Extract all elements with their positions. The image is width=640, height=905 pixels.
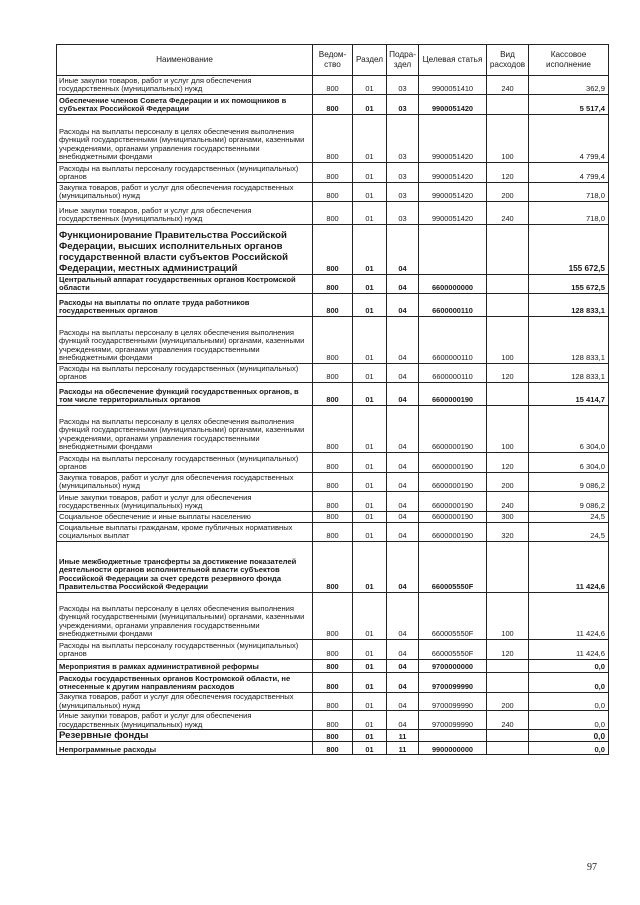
cell-amount: 4 799,4 [529,115,609,163]
cell-dept: 800 [313,202,353,225]
cell-subsection: 04 [387,473,419,492]
cell-section: 01 [353,660,387,673]
table-row [57,183,609,202]
cell-amount: 24,5 [529,512,609,523]
cell-target: 9700000000 [419,660,487,673]
budget-table-sheet [56,44,608,755]
table-row [57,711,609,730]
cell-kind: 240 [487,711,529,730]
cell-target: 6600000000 [419,275,487,294]
table-row [57,294,609,317]
cell-name: Расходы на выплаты по оплате труда работников государственных органов [57,294,313,317]
cell-section: 01 [353,492,387,512]
cell-name: Расходы на выплаты персоналу в целях обеспечения выполнения функций государственными (муниципальными) органами, казенными учреждениями, органами управления государственными внебюджетными фондами [57,115,313,163]
cell-kind [487,730,529,742]
cell-kind: 300 [487,512,529,523]
cell-section: 01 [353,383,387,406]
cell-dept: 800 [313,640,353,660]
cell-section: 01 [353,473,387,492]
cell-subsection: 03 [387,163,419,183]
cell-subsection: 03 [387,95,419,115]
cell-target: 6600000190 [419,473,487,492]
cell-subsection: 04 [387,711,419,730]
cell-dept: 800 [313,473,353,492]
cell-target: 9900051420 [419,163,487,183]
cell-kind: 100 [487,406,529,453]
cell-dept: 800 [313,673,353,693]
cell-kind: 100 [487,115,529,163]
cell-section: 01 [353,742,387,755]
cell-name: Расходы на выплаты персоналу государственных (муниципальных) органов [57,364,313,383]
cell-dept: 800 [313,275,353,294]
cell-section: 01 [353,730,387,742]
cell-amount: 128 833,1 [529,294,609,317]
cell-kind [487,673,529,693]
cell-kind [487,95,529,115]
cell-subsection: 04 [387,523,419,542]
table-row [57,512,609,523]
cell-subsection: 11 [387,742,419,755]
cell-name: Расходы на обеспечение функций государственных органов, в том числе территориальных органов [57,383,313,406]
cell-subsection: 04 [387,383,419,406]
cell-kind: 200 [487,183,529,202]
cell-name: Расходы на выплаты персоналу государственных (муниципальных) органов [57,453,313,473]
cell-amount: 6 304,0 [529,453,609,473]
cell-subsection: 04 [387,693,419,711]
cell-dept: 800 [313,95,353,115]
cell-subsection: 11 [387,730,419,742]
table-header-row [57,45,609,76]
cell-name: Обеспечение членов Совета Федерации и их помощников в субъектах Российской Федерации [57,95,313,115]
cell-amount: 362,9 [529,76,609,95]
table-row [57,660,609,673]
cell-section: 01 [353,364,387,383]
cell-kind [487,542,529,593]
cell-dept: 800 [313,183,353,202]
cell-dept: 800 [313,492,353,512]
cell-subsection: 04 [387,542,419,593]
table-row [57,202,609,225]
cell-amount: 9 086,2 [529,473,609,492]
cell-target: 660005550F [419,542,487,593]
cell-amount: 0,0 [529,742,609,755]
cell-name: Закупка товаров, работ и услуг для обеспечения государственных (муниципальных) нужд [57,183,313,202]
table-row [57,523,609,542]
cell-dept: 800 [313,742,353,755]
cell-name: Расходы на выплаты персоналу государственных (муниципальных) органов [57,163,313,183]
cell-section: 01 [353,317,387,364]
cell-section: 01 [353,225,387,275]
cell-target [419,730,487,742]
header-section: Раздел [353,45,387,76]
cell-name: Закупка товаров, работ и услуг для обеспечения государственных (муниципальных) нужд [57,693,313,711]
cell-section: 01 [353,673,387,693]
cell-section: 01 [353,275,387,294]
cell-kind [487,294,529,317]
cell-kind [487,275,529,294]
cell-target: 6600000190 [419,453,487,473]
cell-section: 01 [353,693,387,711]
cell-dept: 800 [313,364,353,383]
cell-subsection: 04 [387,225,419,275]
cell-amount: 718,0 [529,183,609,202]
cell-subsection: 04 [387,660,419,673]
cell-name: Социальное обеспечение и иные выплаты населению [57,512,313,523]
cell-dept: 800 [313,115,353,163]
cell-dept: 800 [313,294,353,317]
cell-dept: 800 [313,512,353,523]
cell-section: 01 [353,640,387,660]
cell-amount: 0,0 [529,711,609,730]
cell-target: 6600000190 [419,492,487,512]
cell-subsection: 04 [387,453,419,473]
cell-kind: 120 [487,364,529,383]
cell-name: Резервные фонды [57,730,313,742]
cell-section: 01 [353,183,387,202]
cell-amount: 0,0 [529,660,609,673]
cell-kind [487,383,529,406]
cell-dept: 800 [313,542,353,593]
header-name: Наименование [57,45,313,76]
cell-subsection: 04 [387,640,419,660]
cell-amount: 128 833,1 [529,364,609,383]
cell-name: Иные закупки товаров, работ и услуг для обеспечения государственных (муниципальных) нужд [57,711,313,730]
cell-name: Мероприятия в рамках административной реформы [57,660,313,673]
cell-name: Непрограммные расходы [57,742,313,755]
cell-subsection: 03 [387,183,419,202]
cell-amount: 0,0 [529,673,609,693]
cell-target: 6600000110 [419,364,487,383]
cell-target: 9700099990 [419,711,487,730]
cell-kind: 200 [487,693,529,711]
cell-target: 6600000110 [419,317,487,364]
table-row [57,406,609,453]
cell-amount: 11 424,6 [529,593,609,640]
cell-amount: 4 799,4 [529,163,609,183]
cell-amount: 155 672,5 [529,275,609,294]
cell-kind: 240 [487,492,529,512]
cell-amount: 24,5 [529,523,609,542]
cell-name: Расходы на выплаты персоналу в целях обеспечения выполнения функций государственными (муниципальными) органами, казенными учреждениями, органами управления государственными внебюджетными фондами [57,406,313,453]
cell-kind: 120 [487,640,529,660]
cell-dept: 800 [313,453,353,473]
cell-amount: 11 424,6 [529,640,609,660]
cell-amount: 0,0 [529,730,609,742]
header-dept: Ведом-ство [313,45,353,76]
cell-subsection: 03 [387,202,419,225]
cell-dept: 800 [313,225,353,275]
cell-kind: 100 [487,593,529,640]
cell-target: 660005550F [419,593,487,640]
cell-target: 9900051420 [419,202,487,225]
cell-kind: 240 [487,202,529,225]
cell-kind: 120 [487,453,529,473]
cell-subsection: 04 [387,275,419,294]
table-row [57,225,609,275]
cell-dept: 800 [313,593,353,640]
cell-dept: 800 [313,523,353,542]
cell-section: 01 [353,115,387,163]
cell-amount: 0,0 [529,693,609,711]
cell-section: 01 [353,76,387,95]
cell-name: Закупка товаров, работ и услуг для обеспечения государственных (муниципальных) нужд [57,473,313,492]
cell-target: 9900051420 [419,183,487,202]
table-row [57,473,609,492]
table-row [57,76,609,95]
cell-amount: 6 304,0 [529,406,609,453]
table-row [57,673,609,693]
cell-target: 9700099990 [419,693,487,711]
cell-target: 9900051420 [419,115,487,163]
table-row [57,640,609,660]
cell-dept: 800 [313,383,353,406]
cell-target: 9900000000 [419,742,487,755]
cell-amount: 15 414,7 [529,383,609,406]
cell-section: 01 [353,95,387,115]
table-row [57,492,609,512]
cell-subsection: 04 [387,294,419,317]
cell-name: Иные закупки товаров, работ и услуг для обеспечения государственных (муниципальных) нужд [57,492,313,512]
cell-subsection: 04 [387,492,419,512]
table-row [57,95,609,115]
cell-kind: 200 [487,473,529,492]
table-row [57,115,609,163]
cell-target: 6600000110 [419,294,487,317]
table-row [57,593,609,640]
cell-dept: 800 [313,317,353,364]
cell-kind: 100 [487,317,529,364]
cell-amount: 5 517,4 [529,95,609,115]
table-row [57,453,609,473]
cell-section: 01 [353,512,387,523]
cell-name: Расходы на выплаты персоналу в целях обеспечения выполнения функций государственными (муниципальными) органами, казенными учреждениями, органами управления государственными внебюджетными фондами [57,317,313,364]
cell-dept: 800 [313,730,353,742]
cell-name: Иные межбюджетные трансферты за достижение показателей деятельности органов исполнительной власти субъектов Российской Федерации за счет средств резервного фонда Правительства Российской Федерации [57,542,313,593]
cell-section: 01 [353,163,387,183]
header-subsection: Подра-здел [387,45,419,76]
cell-section: 01 [353,523,387,542]
cell-kind [487,225,529,275]
header-kind: Вид расходов [487,45,529,76]
cell-name: Функционирование Правительства Российской Федерации, высших исполнительных органов государственной власти субъектов Российской Федерации, местных администраций [57,225,313,275]
cell-name: Центральный аппарат государственных органов Костромской области [57,275,313,294]
cell-name: Расходы на выплаты персоналу государственных (муниципальных) органов [57,640,313,660]
cell-name: Расходы на выплаты персоналу в целях обеспечения выполнения функций государственными (муниципальными) органами, казенными учреждениями, органами управления государственными внебюджетными фондами [57,593,313,640]
cell-target: 9700099990 [419,673,487,693]
table-row [57,364,609,383]
cell-kind: 120 [487,163,529,183]
cell-name: Иные закупки товаров, работ и услуг для обеспечения государственных (муниципальных) нужд [57,202,313,225]
cell-dept: 800 [313,406,353,453]
cell-kind: 240 [487,76,529,95]
cell-subsection: 04 [387,512,419,523]
cell-name: Расходы государственных органов Костромской области, не отнесенные к другим направлениям расходов [57,673,313,693]
table-row [57,383,609,406]
cell-amount: 11 424,6 [529,542,609,593]
cell-dept: 800 [313,711,353,730]
cell-amount: 718,0 [529,202,609,225]
cell-section: 01 [353,711,387,730]
budget-table [56,44,609,755]
table-row [57,542,609,593]
cell-kind: 320 [487,523,529,542]
cell-section: 01 [353,202,387,225]
cell-target: 9900051410 [419,76,487,95]
cell-section: 01 [353,542,387,593]
cell-subsection: 04 [387,406,419,453]
cell-amount: 155 672,5 [529,225,609,275]
cell-target [419,225,487,275]
cell-kind [487,660,529,673]
cell-subsection: 04 [387,317,419,364]
cell-target: 6600000190 [419,406,487,453]
cell-section: 01 [353,593,387,640]
cell-section: 01 [353,453,387,473]
table-row [57,742,609,755]
cell-amount: 128 833,1 [529,317,609,364]
cell-target: 660005550F [419,640,487,660]
table-row [57,693,609,711]
cell-subsection: 03 [387,115,419,163]
cell-subsection: 04 [387,364,419,383]
table-row [57,317,609,364]
table-row [57,730,609,742]
cell-dept: 800 [313,693,353,711]
cell-amount: 9 086,2 [529,492,609,512]
cell-kind [487,742,529,755]
table-body [57,76,609,755]
cell-target: 6600000190 [419,523,487,542]
cell-name: Иные закупки товаров, работ и услуг для обеспечения государственных (муниципальных) нужд [57,76,313,95]
cell-dept: 800 [313,163,353,183]
cell-section: 01 [353,406,387,453]
cell-subsection: 04 [387,593,419,640]
header-amount: Кассовое исполнение [529,45,609,76]
cell-target: 6600000190 [419,512,487,523]
header-target: Целевая статья [419,45,487,76]
table-row [57,275,609,294]
cell-target: 6600000190 [419,383,487,406]
cell-dept: 800 [313,660,353,673]
table-row [57,163,609,183]
cell-subsection: 03 [387,76,419,95]
cell-dept: 800 [313,76,353,95]
cell-subsection: 04 [387,673,419,693]
cell-target: 9900051420 [419,95,487,115]
page-number: 97 [587,862,597,873]
cell-name: Социальные выплаты гражданам, кроме публичных нормативных социальных выплат [57,523,313,542]
cell-section: 01 [353,294,387,317]
